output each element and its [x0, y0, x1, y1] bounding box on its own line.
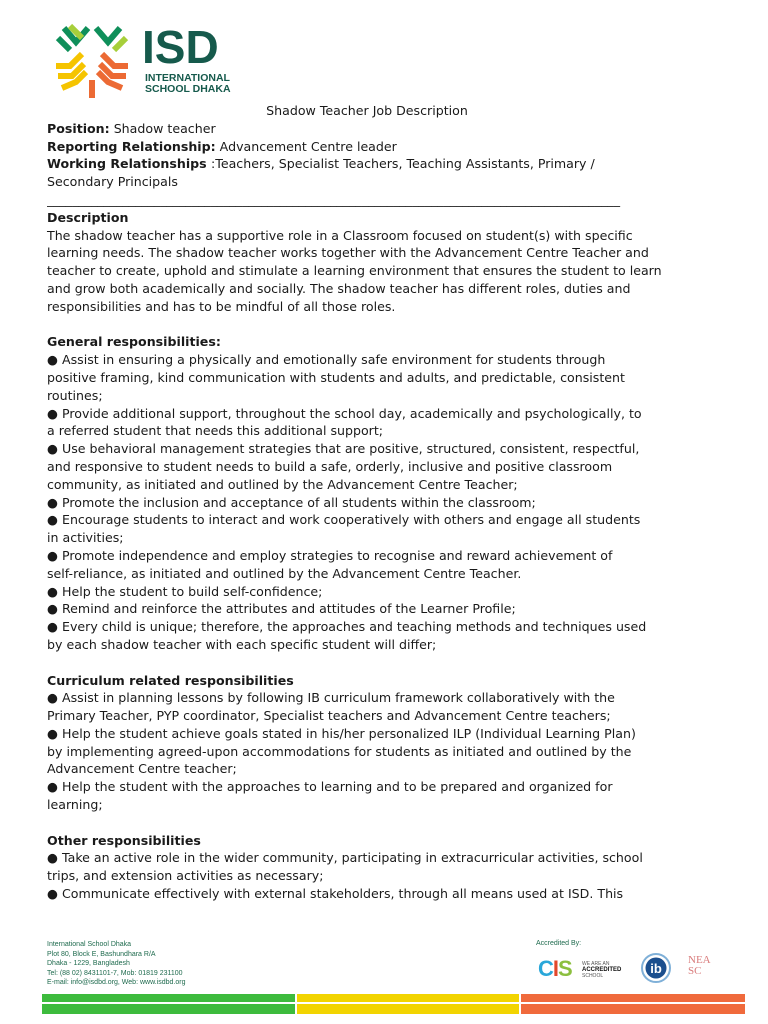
list-line: and responsive to student needs to build a safe, orderly, inclusive and positive classroom: [47, 458, 613, 474]
footer-bar-yellow-lower: [297, 1004, 519, 1014]
text-line: teacher to create, uphold and stimulate a learning environment that ensures the student to learn: [47, 263, 662, 279]
working-label: Working Relationships: [47, 156, 212, 172]
reporting-label: Reporting Relationship:: [47, 138, 216, 154]
logo-subtitle-line2: SCHOOL DHAKA: [145, 83, 231, 95]
general-heading: General responsibilities:: [47, 334, 221, 350]
text-line: The shadow teacher has a supportive role in a Classroom focused on student(s) with specific: [47, 227, 633, 243]
list-line: routines;: [47, 387, 103, 403]
list-line: ● Promote independence and employ strategies to recognise and reward achievement of: [47, 547, 613, 563]
logo-subtitle-line1: INTERNATIONAL: [145, 72, 230, 84]
list-line: ● Help the student achieve goals stated in his/her personalized ILP (Individual Learning Plan): [47, 725, 636, 741]
list-line: self-reliance, as initiated and outlined by the Advancement Centre Teacher.: [47, 565, 522, 581]
cis-tag-line3: SCHOOL: [582, 973, 604, 979]
footer-line: Tel: (88 02) 8431101-7, Mob: 01819 231100: [47, 969, 183, 977]
reporting-line: [47, 138, 687, 156]
list-line: ● Communicate effectively with external stakeholders, through all means used at ISD. This: [47, 886, 624, 902]
footer-line: Dhaka - 1229, Bangladesh: [47, 960, 130, 968]
isd-emblem-icon: [50, 20, 134, 100]
neasc-logo: [686, 954, 716, 984]
footer-address: [47, 940, 185, 988]
text-line: responsibilities and has to be mindful of all those roles.: [47, 298, 396, 314]
text-line: and grow both academically and socially. The shadow teacher has different roles, duties and: [47, 280, 631, 296]
footer-line: Plot 80, Block E, Bashundhara R/A: [47, 950, 156, 958]
description-paragraph: [47, 227, 687, 316]
separator-rule: ___________________________________________________________________________________________: [47, 191, 621, 207]
neasc-logo-top: NEA: [688, 954, 711, 966]
cis-tag-line1: WE ARE AN: [582, 961, 610, 967]
curriculum-list: [47, 689, 687, 814]
list-line: by implementing agreed-upon accommodations for students as initiated and outlined by the: [47, 743, 632, 759]
document-title: Shadow Teacher Job Description: [266, 103, 468, 118]
list-line: in activities;: [47, 530, 124, 546]
list-line: ● Promote the inclusion and acceptance of all students within the classroom;: [47, 494, 536, 510]
description-heading: Description: [47, 209, 129, 225]
list-line: ● Every child is unique; therefore, the approaches and teaching methods and techniques used: [47, 619, 647, 635]
other-heading: Other responsibilities: [47, 832, 201, 848]
list-line: ● Help the student to build self-confidence;: [47, 583, 323, 599]
footer-line: International School Dhaka: [47, 941, 132, 948]
cis-tagline: [582, 961, 621, 979]
list-line: ● Assist in planning lessons by following IB curriculum framework collaboratively with the: [47, 690, 615, 706]
spacer: [47, 316, 687, 334]
working-line-cont: Secondary Principals: [47, 174, 178, 190]
spacer: [47, 654, 687, 672]
svg-text:ib: ib: [650, 961, 662, 976]
list-line: ● Use behavioral management strategies that are positive, structured, consistent, respectful,: [47, 441, 640, 457]
footer-bar-green-lower: [42, 1004, 295, 1014]
general-list: [47, 351, 687, 654]
text-line: learning needs. The shadow teacher works together with the Advancement Centre Teacher and: [47, 245, 649, 261]
list-line: a referred student that needs this additional support;: [47, 423, 384, 439]
curriculum-heading: Curriculum related responsibilities: [47, 672, 294, 688]
list-line: ● Provide additional support, throughout the school day, academically and psychologically, to: [47, 405, 642, 421]
list-line: trips, and extension activities as necessary;: [47, 868, 324, 884]
cis-tag-line2: ACCREDITED: [582, 967, 622, 973]
position-label: Position:: [47, 120, 110, 136]
spacer: [47, 814, 687, 832]
ib-logo-icon: [640, 952, 672, 984]
position-line: [47, 120, 687, 138]
reporting-value: Advancement Centre leader: [215, 138, 397, 154]
footer-line: E-mail: info@isdbd.org, Web: www.isdbd.org: [47, 979, 186, 987]
footer-bar-green: [42, 994, 295, 1002]
list-line: ● Take an active role in the wider community, participating in extracurricular activities, school: [47, 850, 643, 866]
list-line: ● Encourage students to interact and work cooperatively with others and engage all students: [47, 512, 641, 528]
list-line: ● Assist in ensuring a physically and emotionally safe environment for students through: [47, 352, 606, 368]
list-line: Primary Teacher, PYP coordinator, Specialist teachers and Advancement Centre teachers;: [47, 708, 611, 724]
list-line: learning;: [47, 797, 103, 813]
isd-logo: [50, 20, 250, 100]
accredited-label: Accredited By:: [536, 940, 582, 947]
working-line: [47, 155, 687, 173]
cis-logo-text: CIS: [538, 956, 572, 981]
list-line: community, as initiated and outlined by the Advancement Centre Teacher;: [47, 476, 518, 492]
footer-bar-yellow: [297, 994, 519, 1002]
neasc-logo-bottom: SC: [688, 965, 702, 977]
list-line: ● Help the student with the approaches to learning and to be prepared and organized for: [47, 779, 613, 795]
other-list: [47, 849, 687, 902]
footer-bar-orange-lower: [521, 1004, 745, 1014]
list-line: positive framing, kind communication with students and adults, and predictable, consistent: [47, 369, 625, 385]
working-value: :Teachers, Specialist Teachers, Teaching Assistants, Primary /: [211, 156, 595, 172]
list-line: ● Remind and reinforce the attributes and attitudes of the Learner Profile;: [47, 601, 516, 617]
job-description-document: [47, 102, 687, 903]
list-line: by each shadow teacher with each specific student will differ;: [47, 636, 437, 652]
position-value: Shadow teacher: [109, 120, 216, 136]
cis-logo: [538, 956, 633, 982]
logo-title: ISD: [142, 21, 219, 73]
list-line: Advancement Centre teacher;: [47, 761, 237, 777]
footer-bar-orange: [521, 994, 745, 1002]
